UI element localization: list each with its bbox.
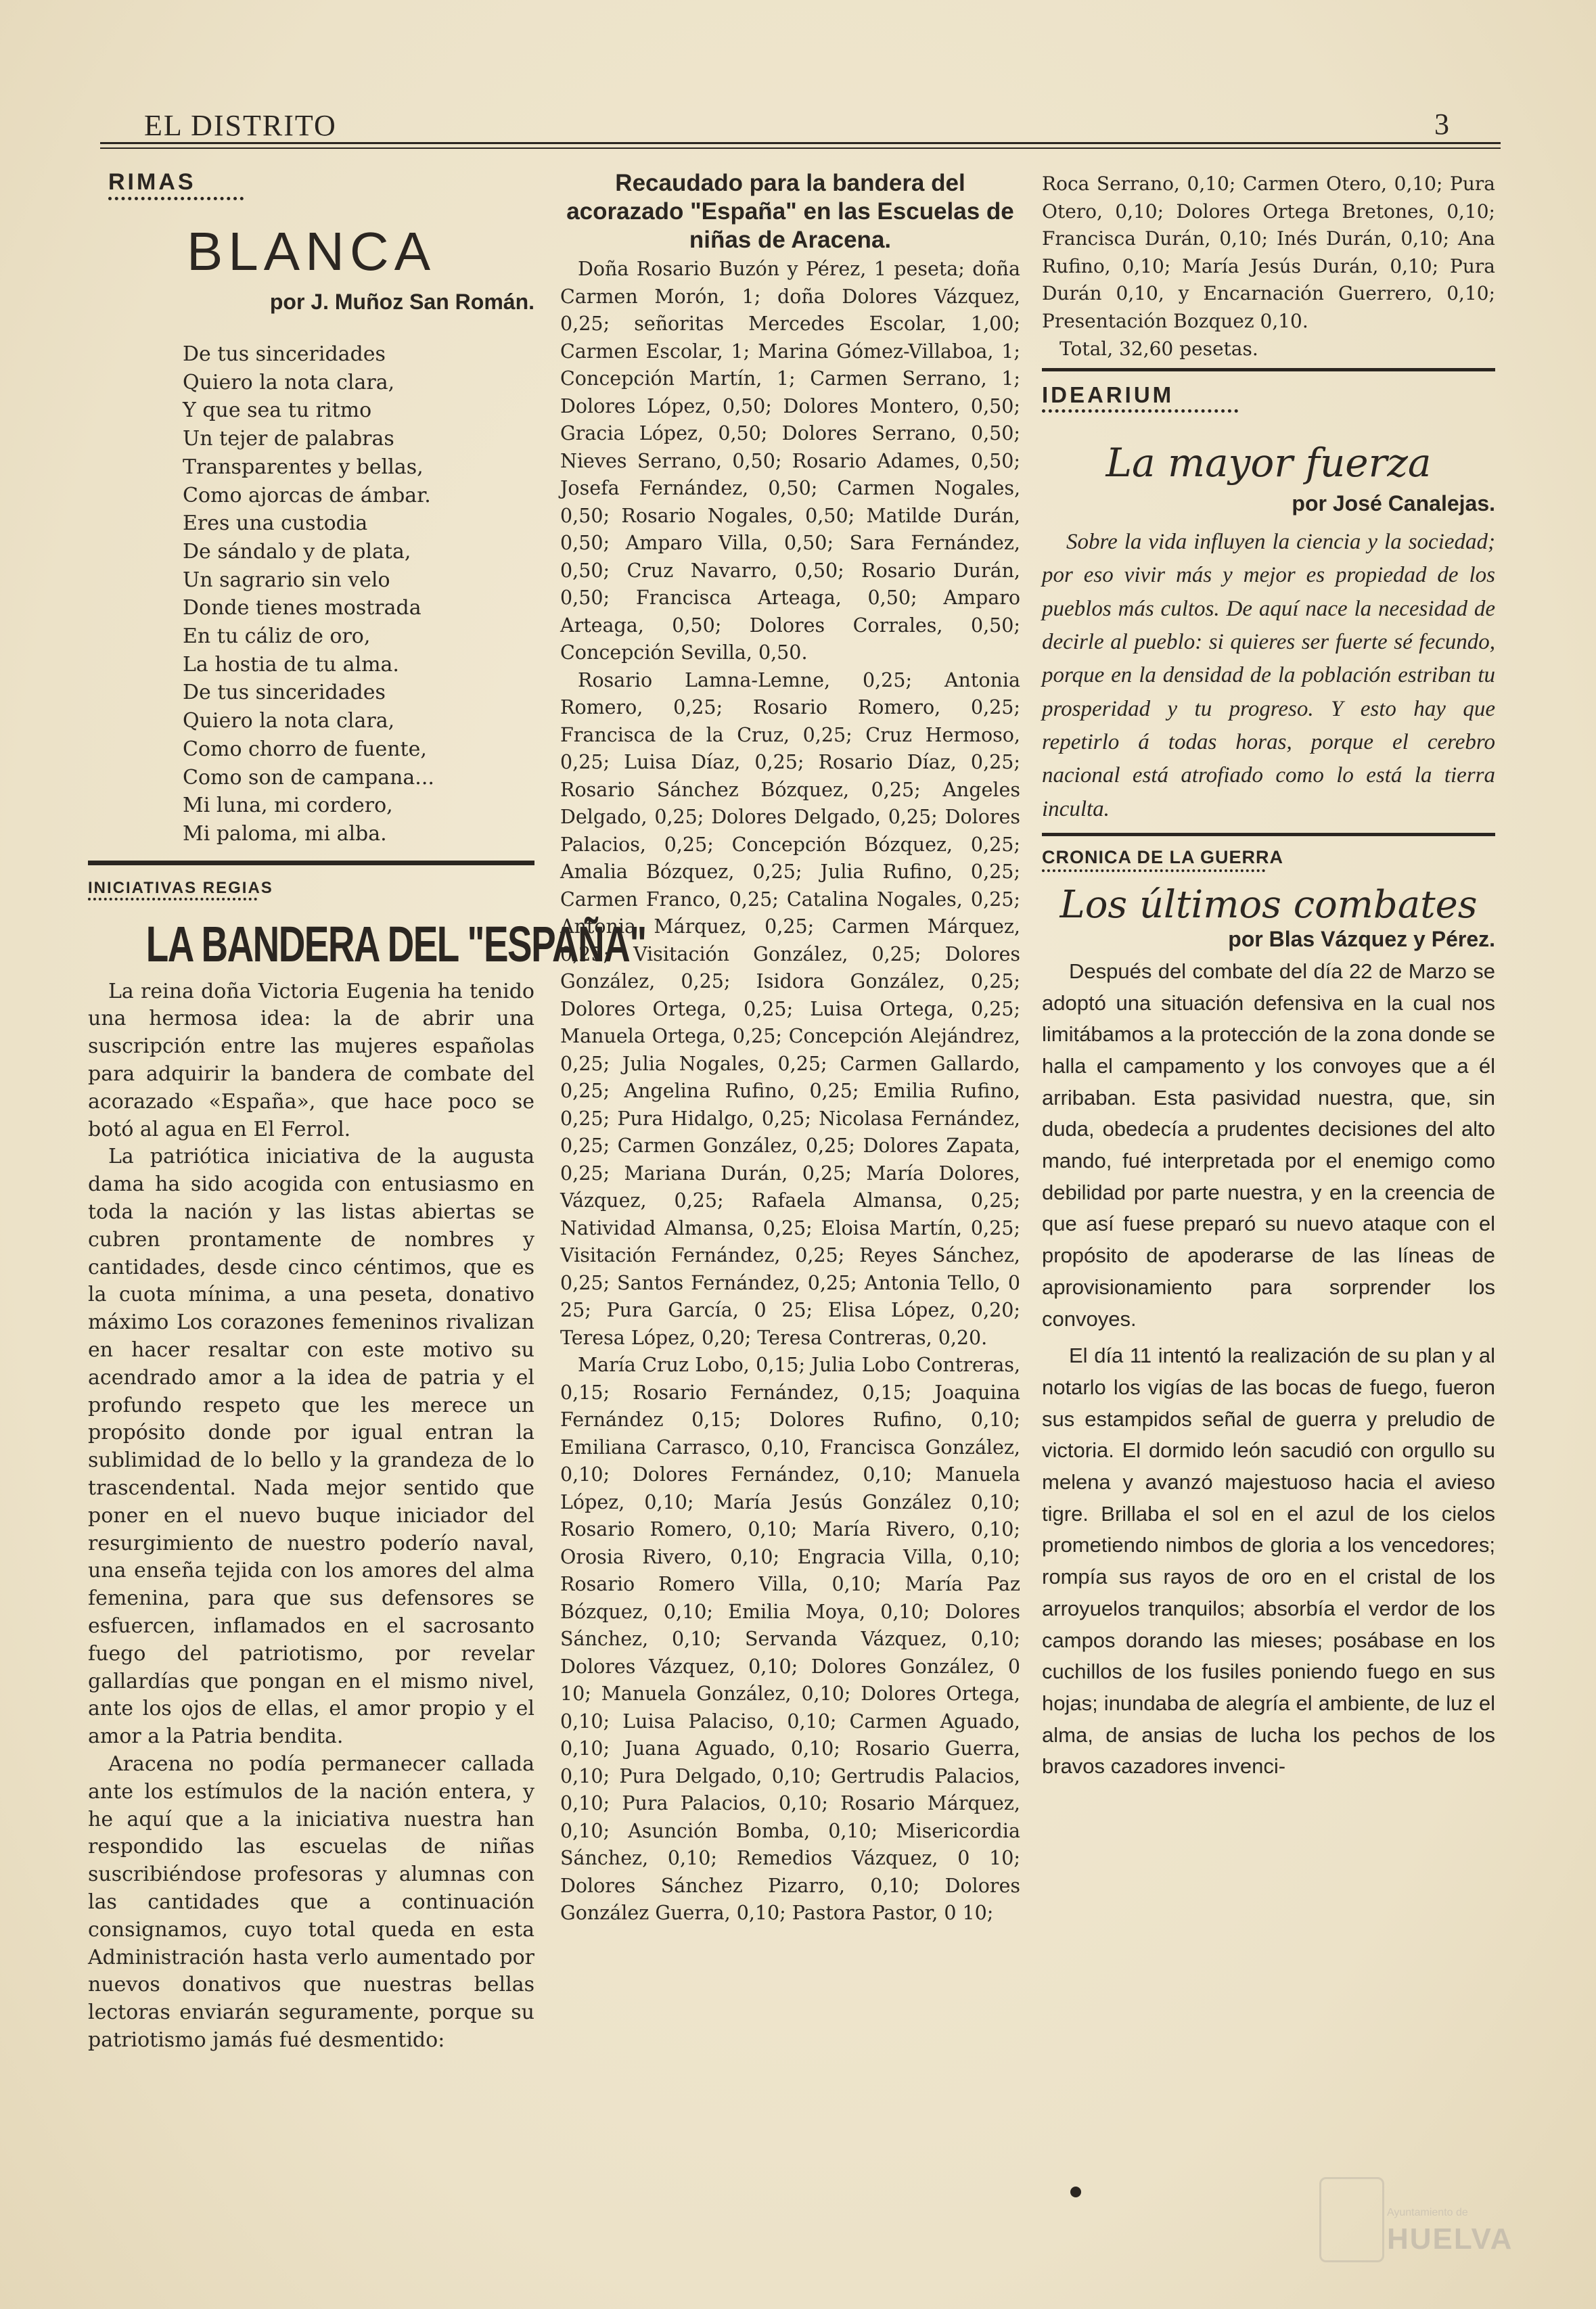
city-seal-icon	[1319, 2177, 1384, 2262]
newspaper-title: EL DISTRITO	[144, 109, 337, 142]
poem-title: BLANCA	[186, 221, 436, 281]
ink-dot	[1070, 2187, 1081, 2197]
paragraph: El día 11 intentó la realización de su plan y al notarlo los vigías de las bocas de fuego, fueron sus estampidos señal de guerra y preludio de victoria. El dormido león sacudió con orgullo su melena y avanzó majestuoso hacia el avieso tigre. Brillaba el sol en el azul de los cielos prometiendo nimbos de gloria a los vencedores; rompía sus rayos de oro en el cristal de los arroyuelos tranquilos; absorbía el verdor de los campos dorando las mieses; posábase en los cuchillos de los fusiles poniendo fuego en sus hojas; inundaba de alegría el ambiente, de luz el alma, de ansias de lucha los pechos de los bravos cazadores invenci-	[1042, 1344, 1495, 1779]
watermark-text: HUELVA	[1387, 2222, 1513, 2256]
donations-list-cont	[1042, 170, 1495, 363]
column-2	[560, 169, 1020, 1927]
poem-line: Un tejer de palabras	[183, 427, 394, 451]
poem-line: Y que sea tu ritmo	[183, 398, 372, 423]
section-divider	[1042, 368, 1495, 371]
watermark-subtext: Ayuntamiento de	[1387, 2207, 1468, 2218]
paragraph: Roca Serrano, 0,10; Carmen Otero, 0,10; Pura Otero, 0,10; Dolores Ortega Bretones, 0,10; Francisca Durán, 0,10; Inés Durán, 0,10; Ana Rufino, 0,10; María Jesús Durán, 0,10; Pura Durán 0,10, y Encarnación Guerrero, 0,10; Presentación Bozquez 0,10.	[1042, 173, 1495, 332]
paragraph: Después del combate del día 22 de Marzo se adoptó una situación defensiva en la cual nos limitábamos a la protección de la zona donde se halla el campamento y los convoyes que a él arribaban. Esta pasividad nuestra, que, sin duda, obedecía a prudentes decisiones del alto mando, fué interpretada por el enemigo como debilidad por parte nuestra, y en la creencia de que así fuese preparó su nuevo ataque con el propósito de apoderarse de las líneas de aprovisionamiento para sorprender los convoyes.	[1042, 959, 1495, 1331]
column-1	[88, 169, 646, 2055]
article-body-bandera	[88, 978, 534, 2055]
poem-line: En tu cáliz de oro,	[183, 624, 371, 649]
paragraph: La patriótica iniciativa de la augusta dama ha sido acogida con entusiasmo en toda la nación y las listas abiertas se cubren prontamente de nombres y cantidades, desde cinco céntimos, que es la cuota mínima, a una peseta, donativo máximo Los corazones femeninos rivalizan en hacer resaltar con este motivo su acendrado amor a la idea de patria y el profundo respeto que les merece un propósito donde por igual entran la sublimidad de lo bello y la grandeza de lo trascendental. Nada mejor sentido que poner en el nuevo buque iniciador del resurgimiento de nuestro poderío naval, una enseña tejida con los amores del alma femenina, para que sus defensores se esfuercen, inflamados en el sacrosanto fuego del patriotismo, por revelar gallardías que pongan en el mismo nivel, ante los ojos de ellas, el amor propio y el amor a la Patria bendita.	[88, 1145, 534, 1749]
poem-line: Donde tienes mostrada	[183, 596, 421, 620]
header-rule	[100, 142, 1501, 144]
quote-body: Sobre la vida influyen la ciencia y la sociedad; por eso vivir más y mejor es propiedad de los pueblos más cultos. De aquí nace la necesidad de decirle al pueblo: si quieres ser fuerte sé fecundo, porque en la densidad de la población estriban tu prosperidad y tu progreso. Y esto hay que repetirlo á todas horas, porque el cerebro nacional está atrofiado como lo está la tierra inculta.	[1042, 530, 1495, 821]
section-kicker-rimas: RIMAS	[108, 169, 196, 195]
section-divider	[1042, 833, 1495, 836]
section-kicker-idearium: IDEARIUM	[1042, 382, 1175, 408]
poem-byline: por J. Muñoz San Román.	[269, 290, 534, 314]
column-3	[1042, 169, 1495, 1783]
article-title-ultimos-combates: Los últimos combates	[1059, 882, 1478, 927]
poem-line: Como chorro de fuente,	[183, 737, 427, 761]
kicker-dots-3	[1042, 409, 1238, 413]
poem-line: Eres una custodia	[183, 511, 368, 536]
section-kicker-iniciativas: INICIATIVAS REGIAS	[88, 878, 273, 897]
paragraph: Doña Rosario Buzón y Pérez, 1 peseta; doña Carmen Morón, 1; doña Dolores Vázquez, 0,25; señoritas Mercedes Escolar, 1,00; Carmen Escolar, 1; Marina Gómez-Villaboa, 1; Concepción Martín, 1; Carmen Serrano, 1; Dolores López, 0,50; Dolores Montero, 0,50; Gracia López, 0,50; Dolores Serrano, 0,50; Nieves Serrano, 0,50; Rosario Adames, 0,50; Josefa Fernández, 0,50; Carmen Nogales, 0,50; Rosario Nogales, 0,50; Matilde Durán, 0,50; Amparo Villa, 0,50; Sara Fernández, 0,50; Cruz Navarro, 0,50; Rosario Durán, 0,50; Francisca Arteaga, 0,50; Amparo Arteaga, 0,50; Dolores Corrales, 0,50; Concepción Sevilla, 0,50.	[560, 258, 1020, 664]
poem-line: De tus sinceridades	[183, 681, 386, 705]
paragraph: María Cruz Lobo, 0,15; Julia Lobo Contreras, 0,15; Rosario Fernández, 0,15; Joaquina Fernández 0,15; Dolores Rufino, 0,10; Emiliana Carrasco, 0,10, Francisca González, 0,10; Dolores Fernández, 0,10; Manuela López, 0,10; María Jesús González 0,10; Rosario Romero, 0,10; María Rivero, 0,10; Orosia Rivero, 0,10; Engracia Villa, 0,10; Rosario Romero Villa, 0,10; María Paz Bózquez, 0,10; Emilia Moya, 0,10; Dolores Sánchez, 0,10; Servanda Vázquez, 0,10; Dolores Vázquez, 0,10; Dolores González, 0 10; Manuela González, 0,10; Dolores Ortega, 0,10; Luisa Palaciso, 0,10; Carmen Aguado, 0,10; Juana Aguado, 0,10; Rosario Guerra, 0,10; Pura Delgado, 0,10; Gertrudis Palacios, 0,10; Pura Palacios, 0,10; Rosario Márquez, 0,10; Asunción Bomba, 0,10; Misericordia Sánchez, 0,10; Remedios Vázquez, 0 10; Dolores Sánchez Pizarro, 0,10; Dolores González Guerra, 0,10; Pastora Pastor, 0 10;	[560, 1354, 1020, 1924]
poem-line: La hostia de tu alma.	[183, 652, 399, 677]
header-rule-2	[100, 147, 1501, 149]
article-byline-canalejas: por José Canalejas.	[1292, 491, 1495, 516]
poem-line: De sándalo y de plata,	[183, 539, 411, 564]
poem-line: De tus sinceridades	[183, 342, 386, 366]
poem-line: Quiero la nota clara,	[183, 370, 395, 394]
article-title-mayor-fuerza: La mayor fuerza	[1105, 440, 1432, 486]
paragraph: Rosario Lamna-Lemne, 0,25; Antonia Romero, 0,25; Rosario Romero, 0,25; Francisca de la Cruz, 0,25; Cruz Hermoso, 0,25; Luisa Díaz, 0,25; Rosario Díaz, 0,25; Rosario Sánchez Bózquez, 0,25; Angeles Delgado, 0,25; Dolores Delgado, 0,25; Dolores Palacios, 0,25; Concepción Bózquez, 0,25; Amalia Bózquez, 0,25; Julia Rufino, 0,25; Carmen Franco, 0,25; Catalina Nogales, 0,25; Antonia Márquez, 0,25; Carmen Márquez, 0,25; Visitación González, 0,25; Dolores González, 0,25; Isidora González, 0,25; Dolores Ortega, 0,25; Luisa Ortega, 0,25; Manuela Ortega, 0,25; Concepción Alejándrez, 0,25; Julia Nogales, 0,25; Carmen Gallardo, 0,25; Angelina Rufino, 0,25; Emilia Rufino, 0,25; Pura Hidalgo, 0,25; Nicolasa Fernández, 0,25; Carmen González, 0,25; Dolores Zapata, 0,25; Mariana Durán, 0,25; María Dolores, Vázquez, 0,25; Rafaela Almansa, 0,25; Natividad Almansa, 0,25; Eloisa Martín, 0,25; Visitación Fernández, 0,25; Reyes Sánchez, 0,25; Santos Fernández, 0,25; Antonia Tello, 0 25; Pura García, 0 25; Elisa López, 0,20; Teresa López, 0,20; Teresa Contreras, 0,20.	[560, 668, 1020, 1349]
poem-line: Un sagrario sin velo	[183, 568, 390, 592]
article-byline-vazquez: por Blas Vázquez y Pérez.	[1228, 926, 1495, 951]
paragraph: Aracena no podía permanecer callada ante los estímulos de la nación entera, y he aquí que a la iniciativa nuestra han respondido las escuelas de niñas suscribiéndose profesoras y alumnas con las cantidades que a continuación consignamos, cuyo total queda en esta Administración hasta verlo aumentado por nuevos donativos que nuestras bellas lectoras enviarán seguramente, porque su patriotismo jamás fué desmentido:	[88, 1752, 534, 2052]
poem-line: Mi paloma, mi alba.	[183, 821, 387, 846]
paragraph: La reina doña Victoria Eugenia ha tenido una hermosa idea: la de abrir una suscripción entre las mujeres españolas para adquirir la bandera de combate del acorazado «España», que hace poco se botó al agua en El Ferrol.	[88, 979, 534, 1141]
kicker-dots-2	[88, 898, 257, 900]
article-body-combates	[1042, 956, 1495, 1783]
poem-line: Mi luna, mi cordero,	[183, 794, 393, 818]
poem-line: Como ajorcas de ámbar.	[183, 483, 431, 507]
section-kicker-cronica: CRONICA DE LA GUERRA	[1042, 846, 1283, 867]
donations-total: Total, 32,60 pesetas.	[1059, 337, 1258, 360]
donations-list	[560, 256, 1020, 1927]
poem-line: Transparentes y bellas,	[183, 455, 424, 479]
poem-line: Quiero la nota clara,	[183, 709, 395, 733]
poem-line: Como son de campana...	[183, 765, 434, 790]
kicker-dots-4	[1042, 869, 1265, 872]
kicker-dots	[108, 197, 244, 200]
donations-title: Recaudado para la bandera del acorazado "España" en las Escuelas de niñas de Aracena.	[566, 170, 1014, 253]
page-number: 3	[1434, 108, 1449, 141]
poem-body	[183, 340, 534, 848]
section-divider	[88, 861, 534, 865]
article-title-bandera: LA BANDERA DEL "ESPAÑA"	[145, 915, 646, 972]
